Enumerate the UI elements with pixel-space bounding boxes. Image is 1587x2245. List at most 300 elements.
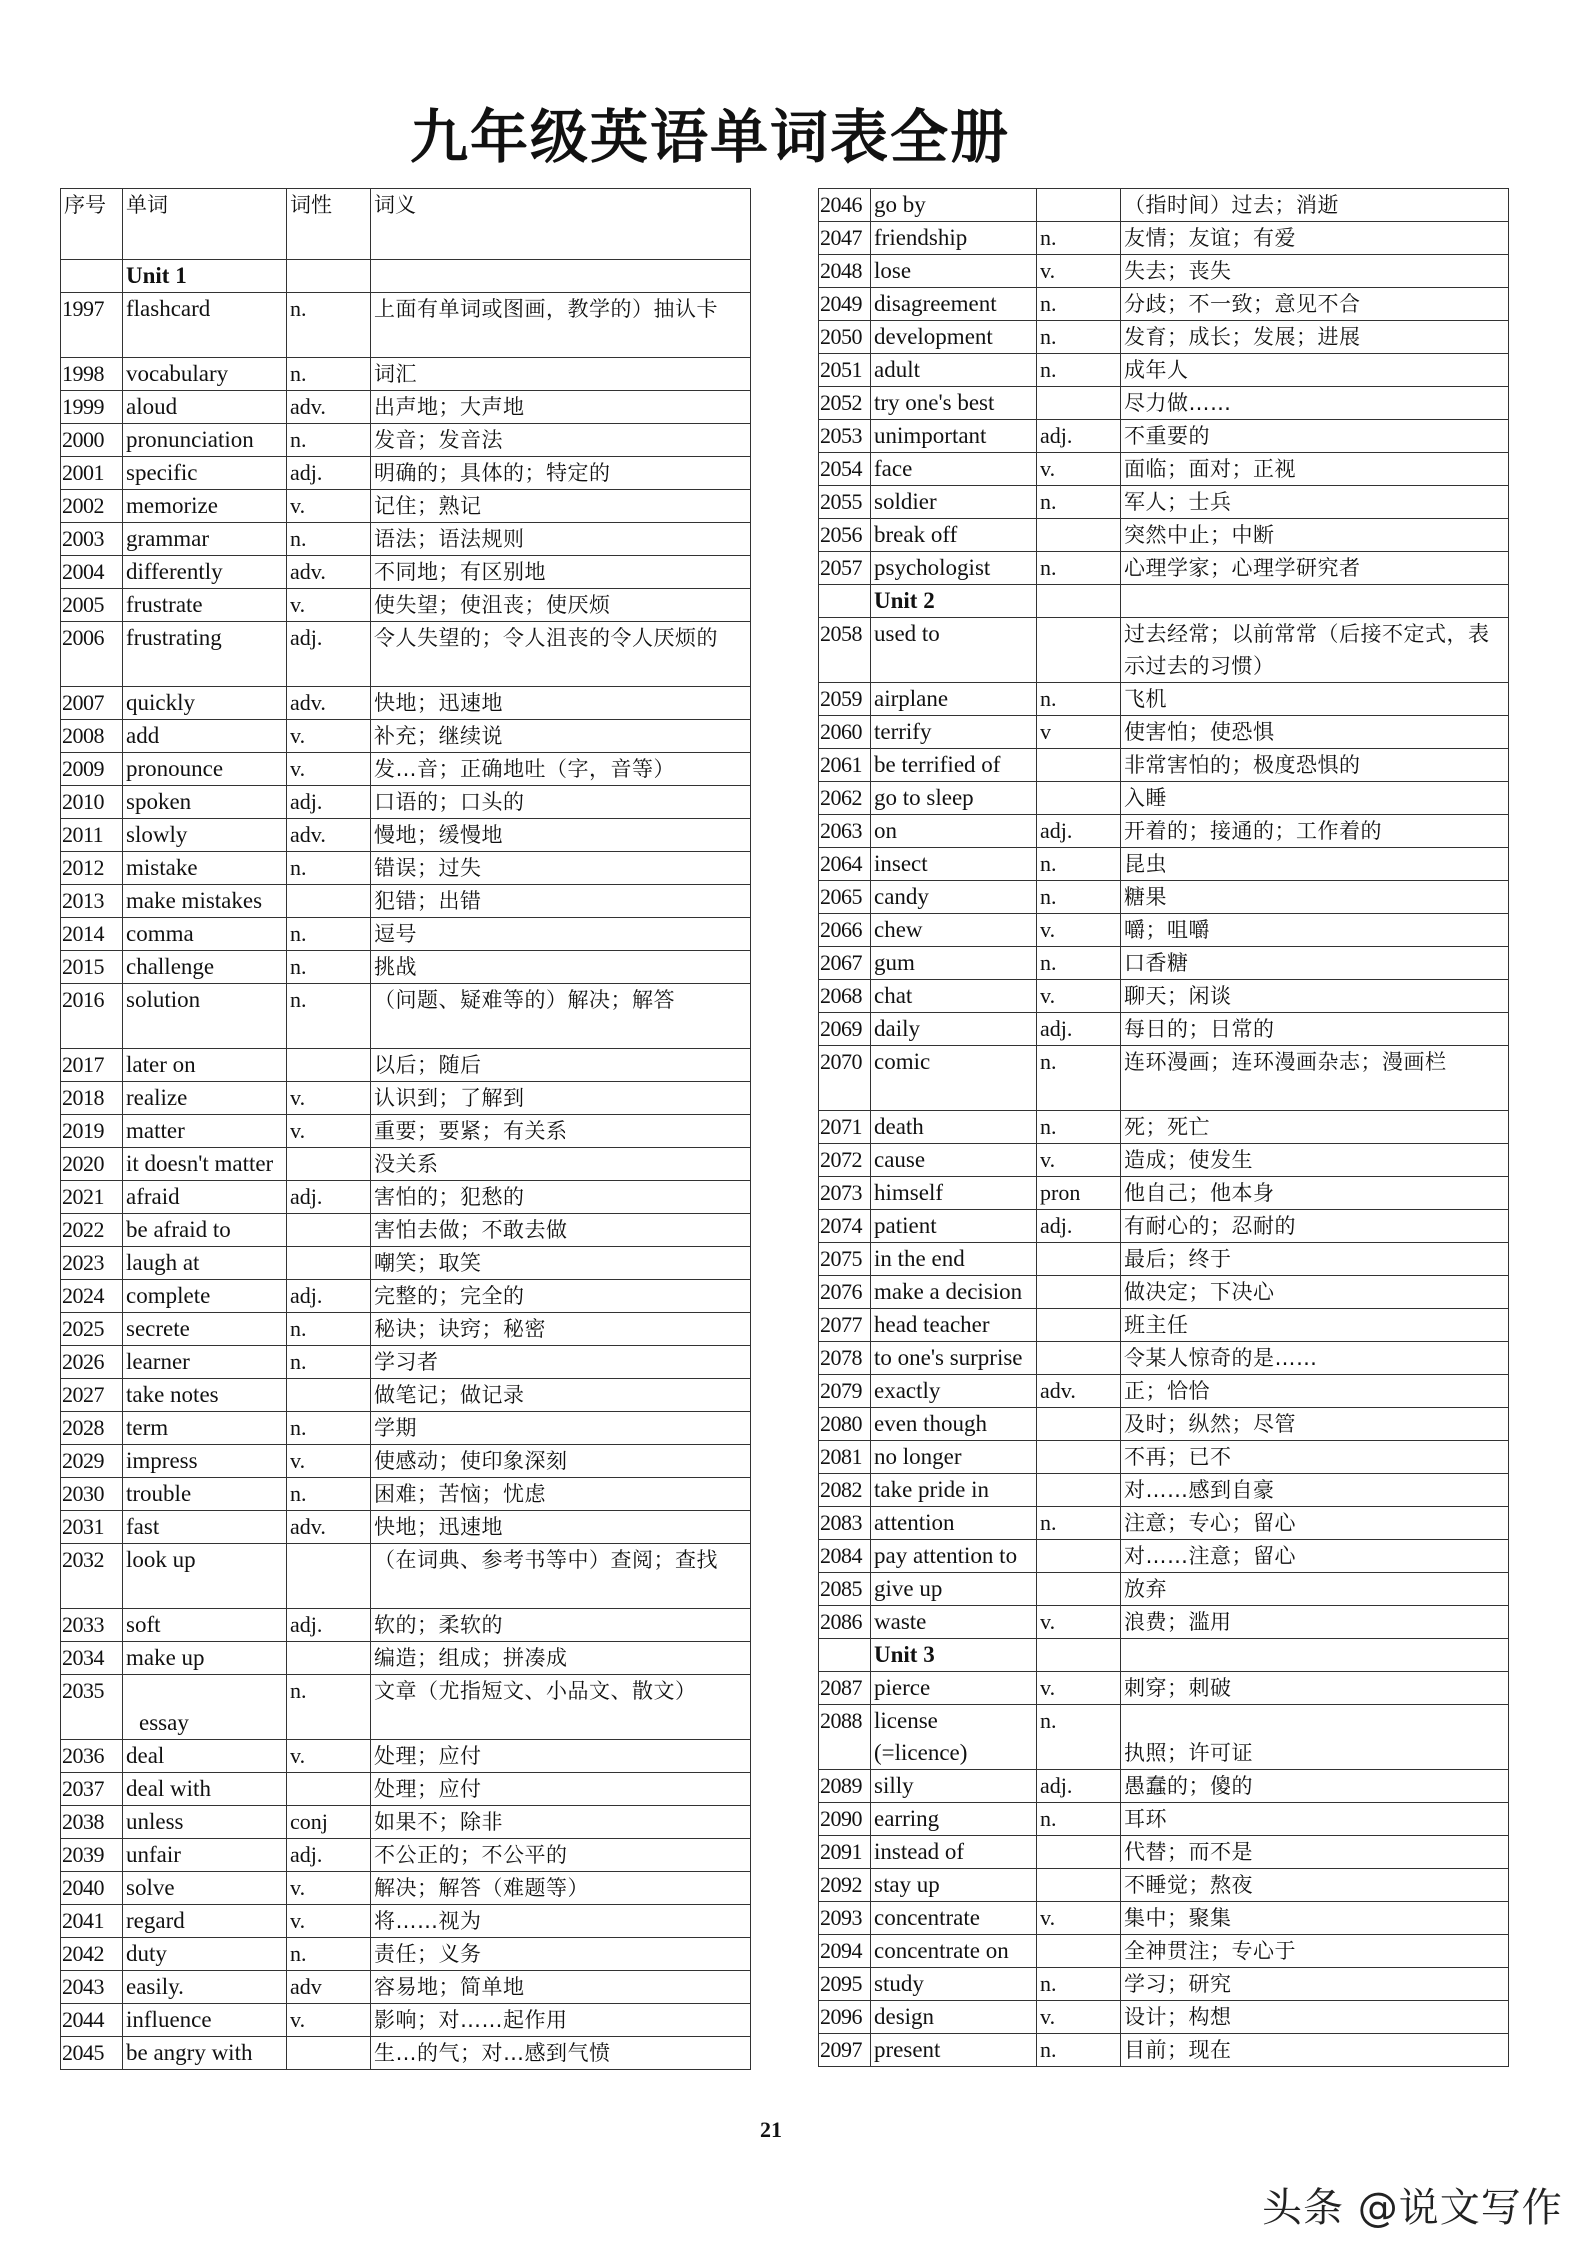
word-meaning: 软的；柔软的 xyxy=(371,1609,751,1642)
word-text: study xyxy=(871,1968,1037,2001)
part-of-speech: n. xyxy=(287,1346,371,1379)
part-of-speech: n. xyxy=(1037,1046,1121,1111)
word-meaning: 词汇 xyxy=(371,358,751,391)
word-number: 1997 xyxy=(61,293,123,358)
word-number: 2003 xyxy=(61,523,123,556)
word-text: license (=licence) xyxy=(871,1705,1037,1770)
table-row xyxy=(61,1938,751,1971)
unit-pos-cell xyxy=(1037,1639,1121,1672)
table-row xyxy=(819,321,1509,354)
word-text: adult xyxy=(871,354,1037,387)
word-meaning: 没关系 xyxy=(371,1148,751,1181)
part-of-speech: v. xyxy=(1037,453,1121,486)
table-row xyxy=(61,918,751,951)
table-row xyxy=(61,1642,751,1675)
word-number: 2057 xyxy=(819,552,871,585)
word-meaning: 记住；熟记 xyxy=(371,490,751,523)
table-row xyxy=(61,852,751,885)
table-row xyxy=(819,1111,1509,1144)
part-of-speech: n. xyxy=(1037,486,1121,519)
word-number: 2077 xyxy=(819,1309,871,1342)
word-number: 2095 xyxy=(819,1968,871,2001)
table-row xyxy=(819,1046,1509,1111)
word-number: 2071 xyxy=(819,1111,871,1144)
word-meaning: 挑战 xyxy=(371,951,751,984)
word-meaning: 最后；终于 xyxy=(1121,1243,1509,1276)
word-text: duty xyxy=(123,1938,287,1971)
word-number: 2094 xyxy=(819,1935,871,1968)
word-text: go by xyxy=(871,189,1037,222)
part-of-speech: n. xyxy=(287,358,371,391)
part-of-speech: n. xyxy=(287,1938,371,1971)
table-row xyxy=(61,556,751,589)
word-number: 2041 xyxy=(61,1905,123,1938)
word-number: 2054 xyxy=(819,453,871,486)
word-meaning: 每日的；日常的 xyxy=(1121,1013,1509,1046)
word-meaning: 害怕的；犯愁的 xyxy=(371,1181,751,1214)
part-of-speech: v. xyxy=(1037,1144,1121,1177)
part-of-speech: n. xyxy=(287,918,371,951)
word-meaning: 上面有单词或图画，教学的）抽认卡 xyxy=(371,293,751,358)
header-num: 序号 xyxy=(61,189,123,260)
table-row xyxy=(819,1375,1509,1408)
word-meaning: 连环漫画；连环漫画杂志；漫画栏 xyxy=(1121,1046,1509,1111)
word-meaning: 嘲笑；取笑 xyxy=(371,1247,751,1280)
word-number: 2051 xyxy=(819,354,871,387)
word-text: deal with xyxy=(123,1773,287,1806)
part-of-speech xyxy=(287,885,371,918)
word-text: on xyxy=(871,815,1037,848)
word-text: look up xyxy=(123,1544,287,1609)
word-number: 2072 xyxy=(819,1144,871,1177)
word-text: solve xyxy=(123,1872,287,1905)
part-of-speech: adv. xyxy=(287,556,371,589)
table-row xyxy=(61,1280,751,1313)
word-meaning: 心理学家；心理学研究者 xyxy=(1121,552,1509,585)
word-text: matter xyxy=(123,1115,287,1148)
part-of-speech: adv xyxy=(287,1971,371,2004)
word-text: influence xyxy=(123,2004,287,2037)
word-meaning: 错误；过失 xyxy=(371,852,751,885)
part-of-speech xyxy=(1037,1935,1121,1968)
part-of-speech: n. xyxy=(287,1412,371,1445)
table-row xyxy=(61,1379,751,1412)
table-row xyxy=(61,1806,751,1839)
unit-meaning-cell xyxy=(371,260,751,293)
part-of-speech: v. xyxy=(287,1872,371,1905)
word-number: 2065 xyxy=(819,881,871,914)
word-text: trouble xyxy=(123,1478,287,1511)
table-row xyxy=(819,947,1509,980)
part-of-speech: adj. xyxy=(287,622,371,687)
part-of-speech: adj. xyxy=(1037,1013,1121,1046)
table-row xyxy=(819,1210,1509,1243)
word-number: 2060 xyxy=(819,716,871,749)
part-of-speech: n. xyxy=(1037,1803,1121,1836)
table-row xyxy=(819,222,1509,255)
part-of-speech: v xyxy=(1037,716,1121,749)
part-of-speech: adj. xyxy=(1037,815,1121,848)
table-row xyxy=(61,2004,751,2037)
word-number: 2083 xyxy=(819,1507,871,1540)
word-text: regard xyxy=(123,1905,287,1938)
word-number: 1998 xyxy=(61,358,123,391)
word-number: 2007 xyxy=(61,687,123,720)
part-of-speech xyxy=(287,1247,371,1280)
word-text: laugh at xyxy=(123,1247,287,1280)
word-meaning: 不睡觉；熬夜 xyxy=(1121,1869,1509,1902)
word-meaning: 完整的；完全的 xyxy=(371,1280,751,1313)
word-text: give up xyxy=(871,1573,1037,1606)
part-of-speech: adv. xyxy=(287,391,371,424)
word-text: take notes xyxy=(123,1379,287,1412)
word-text: lose xyxy=(871,255,1037,288)
part-of-speech: v. xyxy=(287,720,371,753)
part-of-speech: n. xyxy=(287,984,371,1049)
word-text: spoken xyxy=(123,786,287,819)
word-number: 2036 xyxy=(61,1740,123,1773)
word-text: go to sleep xyxy=(871,782,1037,815)
part-of-speech: v. xyxy=(287,1082,371,1115)
word-text: present xyxy=(871,2034,1037,2067)
table-row xyxy=(819,486,1509,519)
word-text: soldier xyxy=(871,486,1037,519)
part-of-speech xyxy=(287,1049,371,1082)
word-meaning: 尽力做…… xyxy=(1121,387,1509,420)
word-number: 2019 xyxy=(61,1115,123,1148)
word-text: development xyxy=(871,321,1037,354)
part-of-speech: v. xyxy=(1037,914,1121,947)
part-of-speech xyxy=(287,1642,371,1675)
table-row xyxy=(819,1342,1509,1375)
part-of-speech xyxy=(287,1379,371,1412)
word-meaning: （问题、疑难等的）解决；解答 xyxy=(371,984,751,1049)
word-meaning: 学习；研究 xyxy=(1121,1968,1509,2001)
part-of-speech: adj. xyxy=(287,786,371,819)
unit-heading: Unit 1 xyxy=(123,260,287,293)
word-text: attention xyxy=(871,1507,1037,1540)
word-meaning: 令人失望的；令人沮丧的令人厌烦的 xyxy=(371,622,751,687)
word-meaning: 浪费；滥用 xyxy=(1121,1606,1509,1639)
table-row xyxy=(61,523,751,556)
word-text: in the end xyxy=(871,1243,1037,1276)
part-of-speech xyxy=(287,1544,371,1609)
word-text: afraid xyxy=(123,1181,287,1214)
part-of-speech: v. xyxy=(1037,255,1121,288)
part-of-speech: n. xyxy=(287,424,371,457)
table-header-row xyxy=(61,189,751,260)
word-text: essay xyxy=(123,1675,287,1740)
word-meaning: 容易地；简单地 xyxy=(371,1971,751,2004)
table-row xyxy=(61,1181,751,1214)
table-row xyxy=(819,1705,1509,1770)
word-text: realize xyxy=(123,1082,287,1115)
word-text: break off xyxy=(871,519,1037,552)
word-meaning: 令某人惊奇的是…… xyxy=(1121,1342,1509,1375)
word-meaning: 及时；纵然；尽管 xyxy=(1121,1408,1509,1441)
word-text: daily xyxy=(871,1013,1037,1046)
word-text: deal xyxy=(123,1740,287,1773)
word-number: 2070 xyxy=(819,1046,871,1111)
word-number: 2052 xyxy=(819,387,871,420)
part-of-speech: n. xyxy=(1037,222,1121,255)
word-number: 2089 xyxy=(819,1770,871,1803)
part-of-speech xyxy=(287,1148,371,1181)
word-number: 2088 xyxy=(819,1705,871,1770)
part-of-speech: adv. xyxy=(287,687,371,720)
word-text: concentrate xyxy=(871,1902,1037,1935)
word-text: cause xyxy=(871,1144,1037,1177)
part-of-speech: adj. xyxy=(287,1609,371,1642)
table-row xyxy=(819,1770,1509,1803)
word-meaning: 友情；友谊；有爱 xyxy=(1121,222,1509,255)
word-text: used to xyxy=(871,618,1037,683)
part-of-speech: v. xyxy=(1037,2001,1121,2034)
part-of-speech: n. xyxy=(1037,354,1121,387)
word-text: even though xyxy=(871,1408,1037,1441)
word-number: 2018 xyxy=(61,1082,123,1115)
word-meaning: 糖果 xyxy=(1121,881,1509,914)
word-text: insect xyxy=(871,848,1037,881)
word-meaning: 重要；要紧；有关系 xyxy=(371,1115,751,1148)
word-meaning: 分歧；不一致；意见不合 xyxy=(1121,288,1509,321)
word-meaning: 正；恰恰 xyxy=(1121,1375,1509,1408)
word-number: 2075 xyxy=(819,1243,871,1276)
table-row xyxy=(61,687,751,720)
part-of-speech xyxy=(1037,1342,1121,1375)
word-text: term xyxy=(123,1412,287,1445)
part-of-speech: n. xyxy=(1037,683,1121,716)
part-of-speech: v. xyxy=(1037,1902,1121,1935)
word-meaning: 开着的；接通的；工作着的 xyxy=(1121,815,1509,848)
word-meaning: 注意；专心；留心 xyxy=(1121,1507,1509,1540)
table-row xyxy=(819,815,1509,848)
table-row xyxy=(61,490,751,523)
word-number: 2078 xyxy=(819,1342,871,1375)
unit-meaning-cell xyxy=(1121,585,1509,618)
word-text: learner xyxy=(123,1346,287,1379)
word-number: 2039 xyxy=(61,1839,123,1872)
word-meaning: 集中；聚集 xyxy=(1121,1902,1509,1935)
table-row xyxy=(61,984,751,1049)
word-number: 2067 xyxy=(819,947,871,980)
part-of-speech: adj. xyxy=(287,1280,371,1313)
unit-pos-cell xyxy=(287,260,371,293)
word-number: 2082 xyxy=(819,1474,871,1507)
part-of-speech xyxy=(1037,618,1121,683)
part-of-speech xyxy=(287,1214,371,1247)
table-row xyxy=(61,1971,751,2004)
word-text: pronounce xyxy=(123,753,287,786)
table-row xyxy=(61,622,751,687)
word-meaning: 困难；苦恼；忧虑 xyxy=(371,1478,751,1511)
table-row xyxy=(61,1773,751,1806)
word-text: to one's surprise xyxy=(871,1342,1037,1375)
word-number: 2090 xyxy=(819,1803,871,1836)
word-number: 2035 xyxy=(61,1675,123,1740)
word-text: later on xyxy=(123,1049,287,1082)
word-number: 2044 xyxy=(61,2004,123,2037)
table-row xyxy=(819,552,1509,585)
part-of-speech: adv. xyxy=(1037,1375,1121,1408)
table-row xyxy=(819,1408,1509,1441)
word-number: 2034 xyxy=(61,1642,123,1675)
table-row xyxy=(61,1544,751,1609)
word-number: 2080 xyxy=(819,1408,871,1441)
table-row xyxy=(61,1214,751,1247)
word-number: 2049 xyxy=(819,288,871,321)
part-of-speech xyxy=(287,2037,371,2070)
word-meaning: 班主任 xyxy=(1121,1309,1509,1342)
table-row xyxy=(819,1935,1509,1968)
word-text: design xyxy=(871,2001,1037,2034)
word-text: make up xyxy=(123,1642,287,1675)
word-text: disagreement xyxy=(871,288,1037,321)
word-number: 2022 xyxy=(61,1214,123,1247)
part-of-speech xyxy=(1037,1474,1121,1507)
word-number: 2033 xyxy=(61,1609,123,1642)
word-meaning: 使失望；使沮丧；使厌烦 xyxy=(371,589,751,622)
word-text: take pride in xyxy=(871,1474,1037,1507)
word-number: 1999 xyxy=(61,391,123,424)
word-number: 2059 xyxy=(819,683,871,716)
word-number: 2002 xyxy=(61,490,123,523)
word-meaning: 嚼；咀嚼 xyxy=(1121,914,1509,947)
word-number: 2061 xyxy=(819,749,871,782)
unit-heading-row xyxy=(61,260,751,293)
word-number: 2008 xyxy=(61,720,123,753)
word-number: 2055 xyxy=(819,486,871,519)
table-row xyxy=(819,716,1509,749)
table-row xyxy=(819,1869,1509,1902)
word-text: terrify xyxy=(871,716,1037,749)
part-of-speech xyxy=(1037,1408,1121,1441)
table-row xyxy=(61,457,751,490)
word-number: 2025 xyxy=(61,1313,123,1346)
word-text: soft xyxy=(123,1609,287,1642)
word-meaning: 不公正的；不公平的 xyxy=(371,1839,751,1872)
part-of-speech: v. xyxy=(287,1740,371,1773)
word-text: chat xyxy=(871,980,1037,1013)
table-row xyxy=(819,1276,1509,1309)
part-of-speech xyxy=(1037,749,1121,782)
word-text: aloud xyxy=(123,391,287,424)
word-text: flashcard xyxy=(123,293,287,358)
word-meaning: 耳环 xyxy=(1121,1803,1509,1836)
word-number: 2005 xyxy=(61,589,123,622)
word-number: 2079 xyxy=(819,1375,871,1408)
word-number: 2006 xyxy=(61,622,123,687)
table-row xyxy=(819,1013,1509,1046)
unit-num-cell xyxy=(819,585,871,618)
part-of-speech: adv. xyxy=(287,1511,371,1544)
word-number: 2093 xyxy=(819,1902,871,1935)
table-row xyxy=(819,1144,1509,1177)
word-text: pay attention to xyxy=(871,1540,1037,1573)
table-row xyxy=(819,1243,1509,1276)
word-number: 2074 xyxy=(819,1210,871,1243)
word-meaning: 使感动；使印象深刻 xyxy=(371,1445,751,1478)
part-of-speech: pron xyxy=(1037,1177,1121,1210)
part-of-speech: n. xyxy=(1037,947,1121,980)
vocabulary-table-right xyxy=(818,188,1509,2067)
part-of-speech: adj. xyxy=(287,457,371,490)
word-number: 2045 xyxy=(61,2037,123,2070)
word-number: 2085 xyxy=(819,1573,871,1606)
part-of-speech: n. xyxy=(1037,288,1121,321)
word-text: face xyxy=(871,453,1037,486)
word-number: 2063 xyxy=(819,815,871,848)
table-row xyxy=(819,1836,1509,1869)
part-of-speech xyxy=(287,1773,371,1806)
word-text: try one's best xyxy=(871,387,1037,420)
word-meaning: 做决定；下决心 xyxy=(1121,1276,1509,1309)
part-of-speech: v. xyxy=(287,1445,371,1478)
part-of-speech: v. xyxy=(287,753,371,786)
part-of-speech xyxy=(1037,1441,1121,1474)
word-number: 2050 xyxy=(819,321,871,354)
word-number: 2048 xyxy=(819,255,871,288)
word-meaning: 入睡 xyxy=(1121,782,1509,815)
table-row xyxy=(61,1082,751,1115)
word-text: frustrating xyxy=(123,622,287,687)
table-row xyxy=(61,424,751,457)
word-number: 2092 xyxy=(819,1869,871,1902)
part-of-speech: n. xyxy=(287,1478,371,1511)
part-of-speech xyxy=(1037,782,1121,815)
word-number: 2014 xyxy=(61,918,123,951)
word-text: frustrate xyxy=(123,589,287,622)
word-meaning: 成年人 xyxy=(1121,354,1509,387)
part-of-speech: n. xyxy=(287,1313,371,1346)
part-of-speech xyxy=(1037,1869,1121,1902)
word-number: 2084 xyxy=(819,1540,871,1573)
word-number: 2069 xyxy=(819,1013,871,1046)
part-of-speech: n. xyxy=(1037,1111,1121,1144)
word-number: 2086 xyxy=(819,1606,871,1639)
part-of-speech xyxy=(1037,519,1121,552)
unit-num-cell xyxy=(61,260,123,293)
word-meaning: （在词典、参考书等中）查阅；查找 xyxy=(371,1544,751,1609)
unit-pos-cell xyxy=(1037,585,1121,618)
word-number: 2027 xyxy=(61,1379,123,1412)
word-number: 2066 xyxy=(819,914,871,947)
word-number: 2001 xyxy=(61,457,123,490)
word-number: 2024 xyxy=(61,1280,123,1313)
table-row xyxy=(819,189,1509,222)
table-row xyxy=(819,980,1509,1013)
part-of-speech: n. xyxy=(1037,1705,1121,1770)
word-text: secrete xyxy=(123,1313,287,1346)
part-of-speech: adj. xyxy=(1037,1210,1121,1243)
table-row xyxy=(819,881,1509,914)
table-row xyxy=(61,293,751,358)
table-row xyxy=(61,1313,751,1346)
word-text: it doesn't matter xyxy=(123,1148,287,1181)
word-number: 2053 xyxy=(819,420,871,453)
part-of-speech xyxy=(1037,189,1121,222)
table-row xyxy=(819,782,1509,815)
part-of-speech: n. xyxy=(287,1675,371,1740)
word-number: 2087 xyxy=(819,1672,871,1705)
word-meaning: （指时间）过去；消逝 xyxy=(1121,189,1509,222)
word-text: mistake xyxy=(123,852,287,885)
word-meaning: 影响；对……起作用 xyxy=(371,2004,751,2037)
word-meaning: 认识到；了解到 xyxy=(371,1082,751,1115)
word-meaning: 面临；面对；正视 xyxy=(1121,453,1509,486)
word-number: 2043 xyxy=(61,1971,123,2004)
word-meaning: 出声地；大声地 xyxy=(371,391,751,424)
